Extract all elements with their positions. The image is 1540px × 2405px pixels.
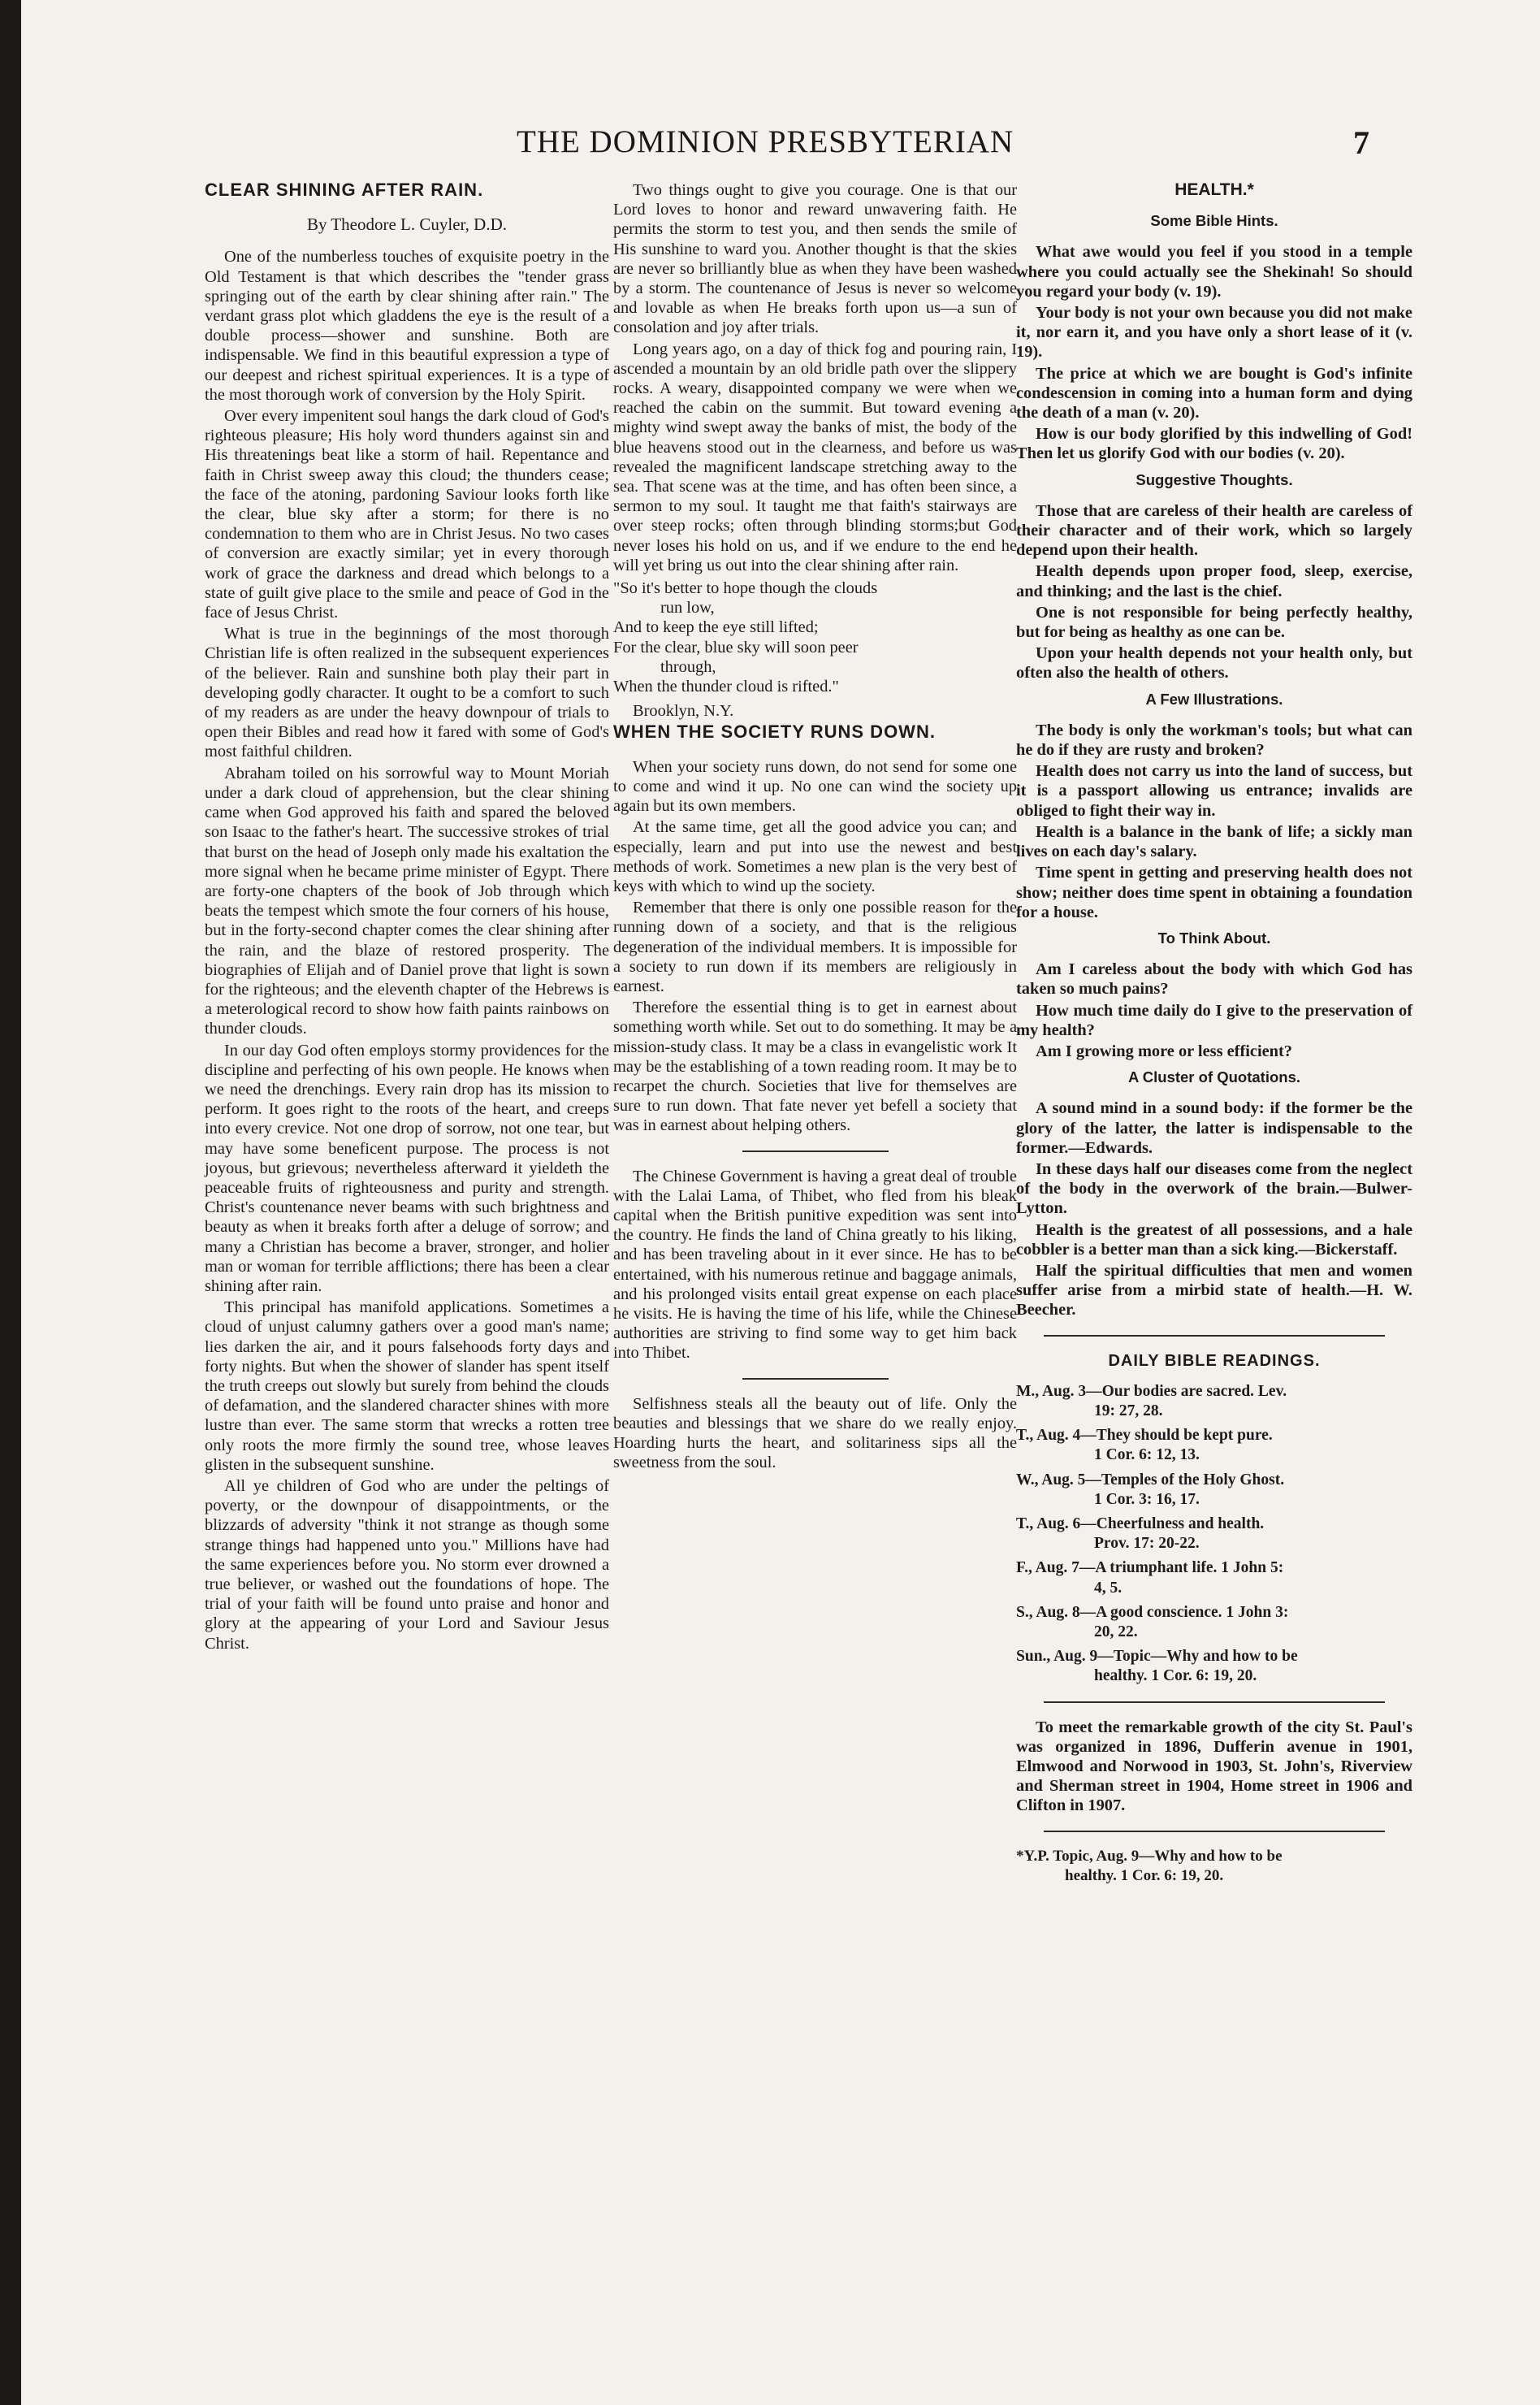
paragraph: Therefore the essential thing is to get in earnest about something worth while. Set out to do something. It may be a mission-study class. It may be a class in evangelistic work It may be the establishing of a town reading room. It may be to recarpet the church. Societies that live for themselves are sure to run down. That fate never yet befell a society that was in earnest about helping others. (613, 999, 1017, 1135)
article-title-health: HEALTH.* (1174, 180, 1254, 199)
paragraph: Those that are careless of their health are careless of their character and of their work, which so largely depend upon their health. (1016, 501, 1412, 560)
divider (1044, 1831, 1385, 1832)
column-2 (613, 180, 1017, 1474)
list-item (1016, 1471, 1412, 1510)
reading-day: T., Aug. 6—Cheerfulness and health. (1016, 1514, 1265, 1532)
poem-line: run low, (660, 599, 715, 618)
paragraph: Two things ought to give you courage. One is that our Lord loves to honor and reward unwavering faith. He permits the storm to test you, and then sends the smile of His sunshine to ward you. Another thought is that the skies are never so brilliantly blue as when they have been washed by a storm. The countenance of Jesus is never so welcome and lovable as when He breaks forth upon us—a sun of consolation and joy after trials. (613, 181, 1017, 337)
section-heading: A Few Illustrations. (1145, 690, 1283, 708)
divider (1044, 1701, 1385, 1703)
paragraph: How is our body glorified by this indwelling of God! Then let us glorify God with our bodies (v. 20). (1016, 425, 1412, 463)
section-heading: Suggestive Thoughts. (1136, 470, 1293, 488)
poem-line: "So it's better to hope though the clouds (613, 579, 878, 598)
health-section (1016, 929, 1412, 1061)
divider (1044, 1335, 1385, 1337)
paragraph: What is true in the beginnings of the most thorough Christian life is often realized in the subsequent experiences of the believer. Rain and sunshine both play their part in developing godly character. It ought to be a comfort to such of my readers as are under the heavy downpour of trials to open their Bibles and read how it fared with some of God's most faithful children. (205, 625, 609, 761)
reading-ref: 1 Cor. 6: 12, 13. (1094, 1446, 1200, 1464)
section-heading: Some Bible Hints. (1150, 212, 1278, 230)
masthead: THE DOMINION PRESBYTERIAN (517, 124, 1014, 159)
paragraph: In these days half our diseases come from the neglect of the body in the overwork of the brain.—Bulwer-Lytton. (1016, 1159, 1412, 1218)
section-heading: A Cluster of Quotations. (1127, 1068, 1301, 1086)
paragraph: When your society runs down, do not send for some one to come and wind it up. No one can wind the society up again but its own members. (613, 757, 1017, 816)
list-item (1016, 1603, 1412, 1642)
paragraph: The Chinese Government is having a great deal of trouble with the Lalai Lama, of Thibet, who fled from his bleak capital when the British punitive expedition was sent into the country. He finds the land of China greatly to his liking, and has been traveling about in it ever since. He has to be entertained, with his numerous retinue and baggage animals, and his prolonged visits entail great expense on each place he visits. He is having the time of his life, while the Chinese authorities are striving to find some way to get him back into Thibet. (613, 1167, 1017, 1363)
health-section (1016, 1068, 1412, 1320)
list-item (1016, 1382, 1412, 1421)
reading-day: W., Aug. 5—Temples of the Holy Ghost. (1016, 1471, 1285, 1488)
reading-ref: 19: 27, 28. (1094, 1402, 1163, 1419)
section-heading: To Think About. (1157, 929, 1271, 947)
list-item (1016, 1426, 1412, 1465)
health-section (1016, 211, 1412, 463)
article-title-society: WHEN THE SOCIETY RUNS DOWN. (613, 722, 936, 743)
paragraph: Half the spiritual difficulties that men and women suffer arise from a mirbid state of health.—H. W. Beecher. (1016, 1261, 1412, 1320)
paragraph: The price at which we are bought is God's infinite condescension in coming into a human form and dying the death of a man (v. 20). (1016, 364, 1412, 422)
reading-ref: 1 Cor. 3: 16, 17. (1094, 1490, 1200, 1508)
reading-day: S., Aug. 8—A good conscience. 1 John 3: (1016, 1603, 1289, 1621)
paragraph: Health depends upon proper food, sleep, exercise, and thinking; and the last is the chief. (1016, 562, 1412, 600)
paragraph: Health is the greatest of all possessions, and a hale cobbler is a better man than a sick king.—Bickerstaff. (1016, 1220, 1412, 1259)
health-section (1016, 470, 1412, 683)
reading-ref: 4, 5. (1094, 1579, 1123, 1597)
paragraph: Am I growing more or less efficient? (1036, 1042, 1292, 1060)
health-section (1016, 690, 1412, 922)
page-number: 7 (1353, 124, 1369, 161)
reading-ref: 20, 22. (1094, 1623, 1138, 1640)
poem (613, 578, 1017, 696)
paragraph: Health is a balance in the bank of life; a sickly man lives on each day's salary. (1016, 822, 1412, 861)
reading-ref: healthy. 1 Cor. 6: 19, 20. (1094, 1667, 1257, 1685)
page-header (21, 124, 1540, 172)
poem-line: When the thunder cloud is rifted." (613, 678, 839, 696)
reading-ref: Prov. 17: 20-22. (1094, 1535, 1200, 1553)
paragraph: Abraham toiled on his sorrowful way to Mount Moriah under a dark cloud of apprehension, but the clear shining came when God approved his faith and spared the beloved son Isaac to the father's heart. The successive strokes of trial that burst on the head of Joseph only made his exaltation the more signal when he became prime minister of Egypt. There are forty-one chapters of the book of Job through which beats the tempest which smote the four corners of his house, but in the forty-second chapter comes the clear shining after the rain, and the blaze of restored prosperity. The biographies of Elijah and of Daniel prove that light is sown for the righteous; and the eleventh chapter of the Hebrews is a meterological record to show how faith paints rainbows on thunder clouds. (205, 764, 609, 1038)
paragraph: At the same time, get all the good advice you can; and especially, learn and put into use the newest and best methods of work. Sometimes a new plan is the very best of keys with which to wind up the society. (613, 818, 1017, 895)
paragraph: How much time daily do I give to the preservation of my health? (1016, 1001, 1412, 1039)
paragraph: Over every impenitent soul hangs the dark cloud of God's righteous pleasure; His holy word thunders against sin and His threatenings beat like a storm of hail. Repentance and faith in Christ sweep away this cloud; the thunders cease; the face of the atoning, pardoning Saviour looks forth like the clear, blue sky after a storm; for there is no condemnation to them who are in Christ Jesus. No two cases of conversion are exactly similar; yet in every thorough work of grace the darkness and dread which belongs to a state of guilt give place to the smile and peace of God in the face of Jesus Christ. (205, 407, 609, 622)
paragraph: One is not responsible for being perfectly healthy, but for being as healthy as one can be. (1016, 603, 1412, 642)
paragraph: All ye children of God who are under the peltings of poverty, or the downpour of disappointments, or the blizzards of adversity "think it not strange as though some strange things had happened unto you." Millions have had the same experiences before you. No storm ever drowned a true believer, or washed out the foundations of hope. The trial of your faith will be found unto praise and honor and glory at the appearing of your Lord and Saviour Jesus Christ. (205, 1477, 609, 1653)
paragraph: One of the numberless touches of exquisite poetry in the Old Testament is that which describes the "tender grass springing out of the earth by clear shining after rain." The verdant grass plot which gladdens the eye is the result of a double process—shower and sunshine. Both are indispensable. We find in this beautiful expression a type of our deepest and richest spiritual experiences. It is a type of the most thorough work of conversion by the Holy Spirit. (205, 248, 609, 404)
paragraph: Time spent in getting and preserving health does not show; neither does time spent in obtaining a foundation for a house. (1016, 864, 1412, 921)
footnote-ref: healthy. 1 Cor. 6: 19, 20. (1065, 1866, 1224, 1884)
readings-list (1016, 1382, 1412, 1687)
paragraph: Upon your health depends not your health only, but often also the health of others. (1016, 644, 1412, 682)
paragraph: In our day God often employs stormy providences for the discipline and perfecting of his own people. He knows when we need the drenchings. Every rain drop has its mission to perform. It goes right to the roots of the heart, and creeps into every crevice. Not one drop of sorrow, not one tear, but may have some beneficent purpose. The process is not joyous, but grievous; nevertheless afterward it yieldeth the peaceable fruits of righteousness and purity and strength. Christ's countenance never beams with such brightness and beauty as when it breaks forth after a deluge of sorrow; and many a Christian has become a braver, stronger, and holier man or woman for terrible afflictions; there has been a clear shining after rain. (205, 1041, 609, 1295)
footnote-line: *Y.P. Topic, Aug. 9—Why and how to be (1016, 1847, 1283, 1865)
poem-line: through, (660, 657, 716, 676)
poem-line: For the clear, blue sky will soon peer (613, 638, 859, 656)
paragraph: Your body is not your own because you did not make it, nor earn it, and you have only a short lease of it (v. 19). (1016, 304, 1412, 362)
divider (742, 1150, 889, 1152)
paragraph: Remember that there is only one possible reason for the running down of a society, and that is the religious degeneration of the individual members. It is impossible for a society to run down if its members are religiously in earnest. (613, 899, 1017, 995)
poem-line: And to keep the eye still lifted; (613, 618, 819, 637)
paragraph: A sound mind in a sound body: if the former be the glory of the latter, the latter is indispensable to the former.—Edwards. (1016, 1099, 1412, 1157)
paragraph: To meet the remarkable growth of the city St. Paul's was organized in 1896, Dufferin avenue in 1901, Elmwood and Norwood in 1903, St. John's, Riverview and Sherman street in 1904, Home street in 1906 and Clifton in 1907. (1016, 1718, 1412, 1815)
list-item (1016, 1558, 1412, 1597)
article-title-clear-shining: CLEAR SHINING AFTER RAIN. (205, 180, 484, 200)
paragraph: Selfishness steals all the beauty out of life. Only the beauties and blessings that we share do we really enjoy. Hoarding hurts the heart, and solitariness sips all the sweetness from the soul. (613, 1394, 1017, 1472)
byline: By Theodore L. Cuyler, D.D. (306, 214, 508, 235)
paragraph: The body is only the workman's tools; but what can he do if they are rusty and broken? (1016, 721, 1412, 760)
paragraph: Health does not carry us into the land of success, but it is a passport allowing us entrance; invalids are obliged to fight their way in. (1016, 762, 1412, 820)
paragraph: Long years ago, on a day of thick fog and pouring rain, I ascended a mountain by an old bridle path over the slippery rocks. A weary, disappointed company we were when we reached the cabin on the summit. But toward evening a mighty wind swept away the banks of mist, the body of the blue heavens stood out in the clearness, and before us was revealed the magnificent landscape stretching away to the sea. That scene was at the time, and has often been since, a sermon to my soul. It taught me that faith's stairways are over steep rocks; often through blinding storms;but God never loses his hold on us, and if we endure to the end he will yet bring us out into the clear shining after rain. (613, 340, 1017, 574)
paragraph: This principal has manifold applications. Sometimes a cloud of unjust calumny gathers over a good man's name; lies darken the air, and it pours falsehoods forty days and forty nights. But when the shower of slander has spent itself the truth creeps out slowly but surely from behind the clouds of defamation, and the slandered character shines with more lustre than ever. The same storm that wrecks a rotten tree only roots the more firmly the sound tree, whose leaves glisten in the subsequent sunshine. (205, 1298, 609, 1474)
column-3 (1016, 180, 1412, 1886)
list-item (1016, 1514, 1412, 1554)
readings-title: DAILY BIBLE READINGS. (1108, 1351, 1321, 1370)
column-1 (205, 180, 609, 1655)
paragraph: What awe would you feel if you stood in a temple where you could actually see the Shekinah! So should you regard your body (v. 19). (1016, 243, 1412, 301)
divider (742, 1378, 889, 1380)
reading-day: Sun., Aug. 9—Topic—Why and how to be (1016, 1648, 1298, 1666)
reading-day: F., Aug. 7—A triumphant life. 1 John 5: (1016, 1559, 1284, 1577)
footnote (1016, 1847, 1412, 1886)
reading-day: T., Aug. 4—They should be kept pure. (1016, 1427, 1273, 1445)
reading-day: M., Aug. 3—Our bodies are sacred. Lev. (1016, 1382, 1287, 1400)
paragraph: Am I careless about the body with which God has taken so much pains? (1016, 960, 1412, 999)
list-item (1016, 1647, 1412, 1686)
dateline-place: Brooklyn, N.Y. (633, 702, 734, 721)
